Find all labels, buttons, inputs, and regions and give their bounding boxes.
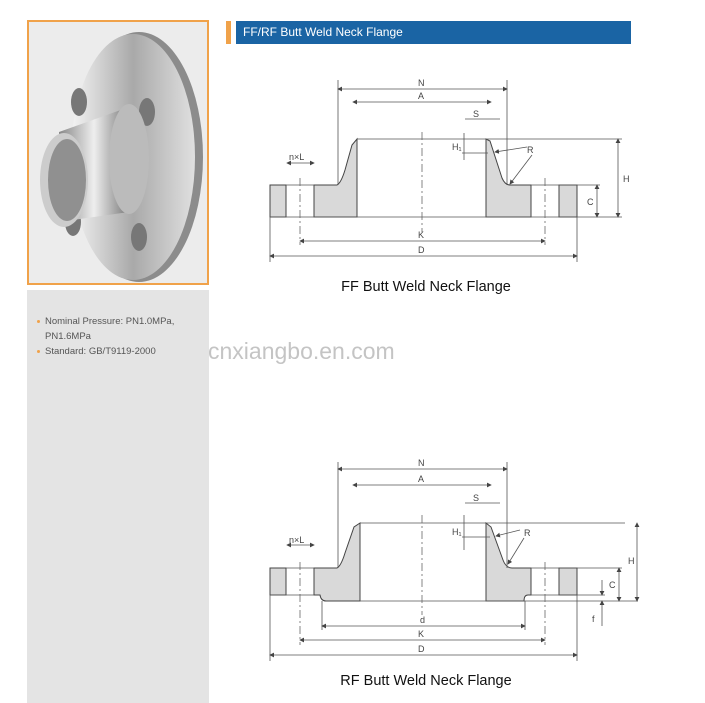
ff-caption: FF Butt Weld Neck Flange	[341, 279, 511, 295]
dim-label: H	[623, 174, 630, 184]
dim-label: C	[609, 580, 616, 590]
spec-text: Nominal Pressure: PN1.0MPa, PN1.6MPa	[45, 316, 175, 342]
dim-label: N	[418, 78, 425, 88]
dim-label: n×L	[289, 535, 305, 545]
dim-label: S	[473, 493, 480, 503]
dim-label: H₁	[452, 142, 462, 152]
dim-label: C	[587, 197, 594, 207]
dim-label: n×L	[289, 152, 305, 162]
dim-label: D	[418, 245, 425, 255]
rf-caption: RF Butt Weld Neck Flange	[340, 673, 512, 689]
dim-label: R	[527, 145, 534, 155]
dim-label: D	[418, 644, 425, 654]
dim-label: K	[418, 629, 425, 639]
watermark: cnxiangbo.en.com	[208, 338, 395, 364]
spec-text: Standard: GB/T9119-2000	[45, 346, 156, 357]
dim-label: f	[592, 614, 595, 624]
dim-label: d	[420, 615, 426, 625]
dim-label: S	[473, 109, 480, 119]
dim-label: K	[418, 230, 425, 240]
rf-drawing	[270, 458, 638, 661]
ff-drawing	[270, 78, 630, 262]
dim-label: A	[418, 474, 425, 484]
dim-label: H	[628, 556, 635, 566]
dim-label: R	[524, 528, 531, 538]
dim-label: A	[418, 91, 425, 101]
section-title: FF/RF Butt Weld Neck Flange	[236, 21, 631, 44]
dim-label: N	[418, 458, 425, 468]
dim-label: H₁	[452, 527, 462, 537]
